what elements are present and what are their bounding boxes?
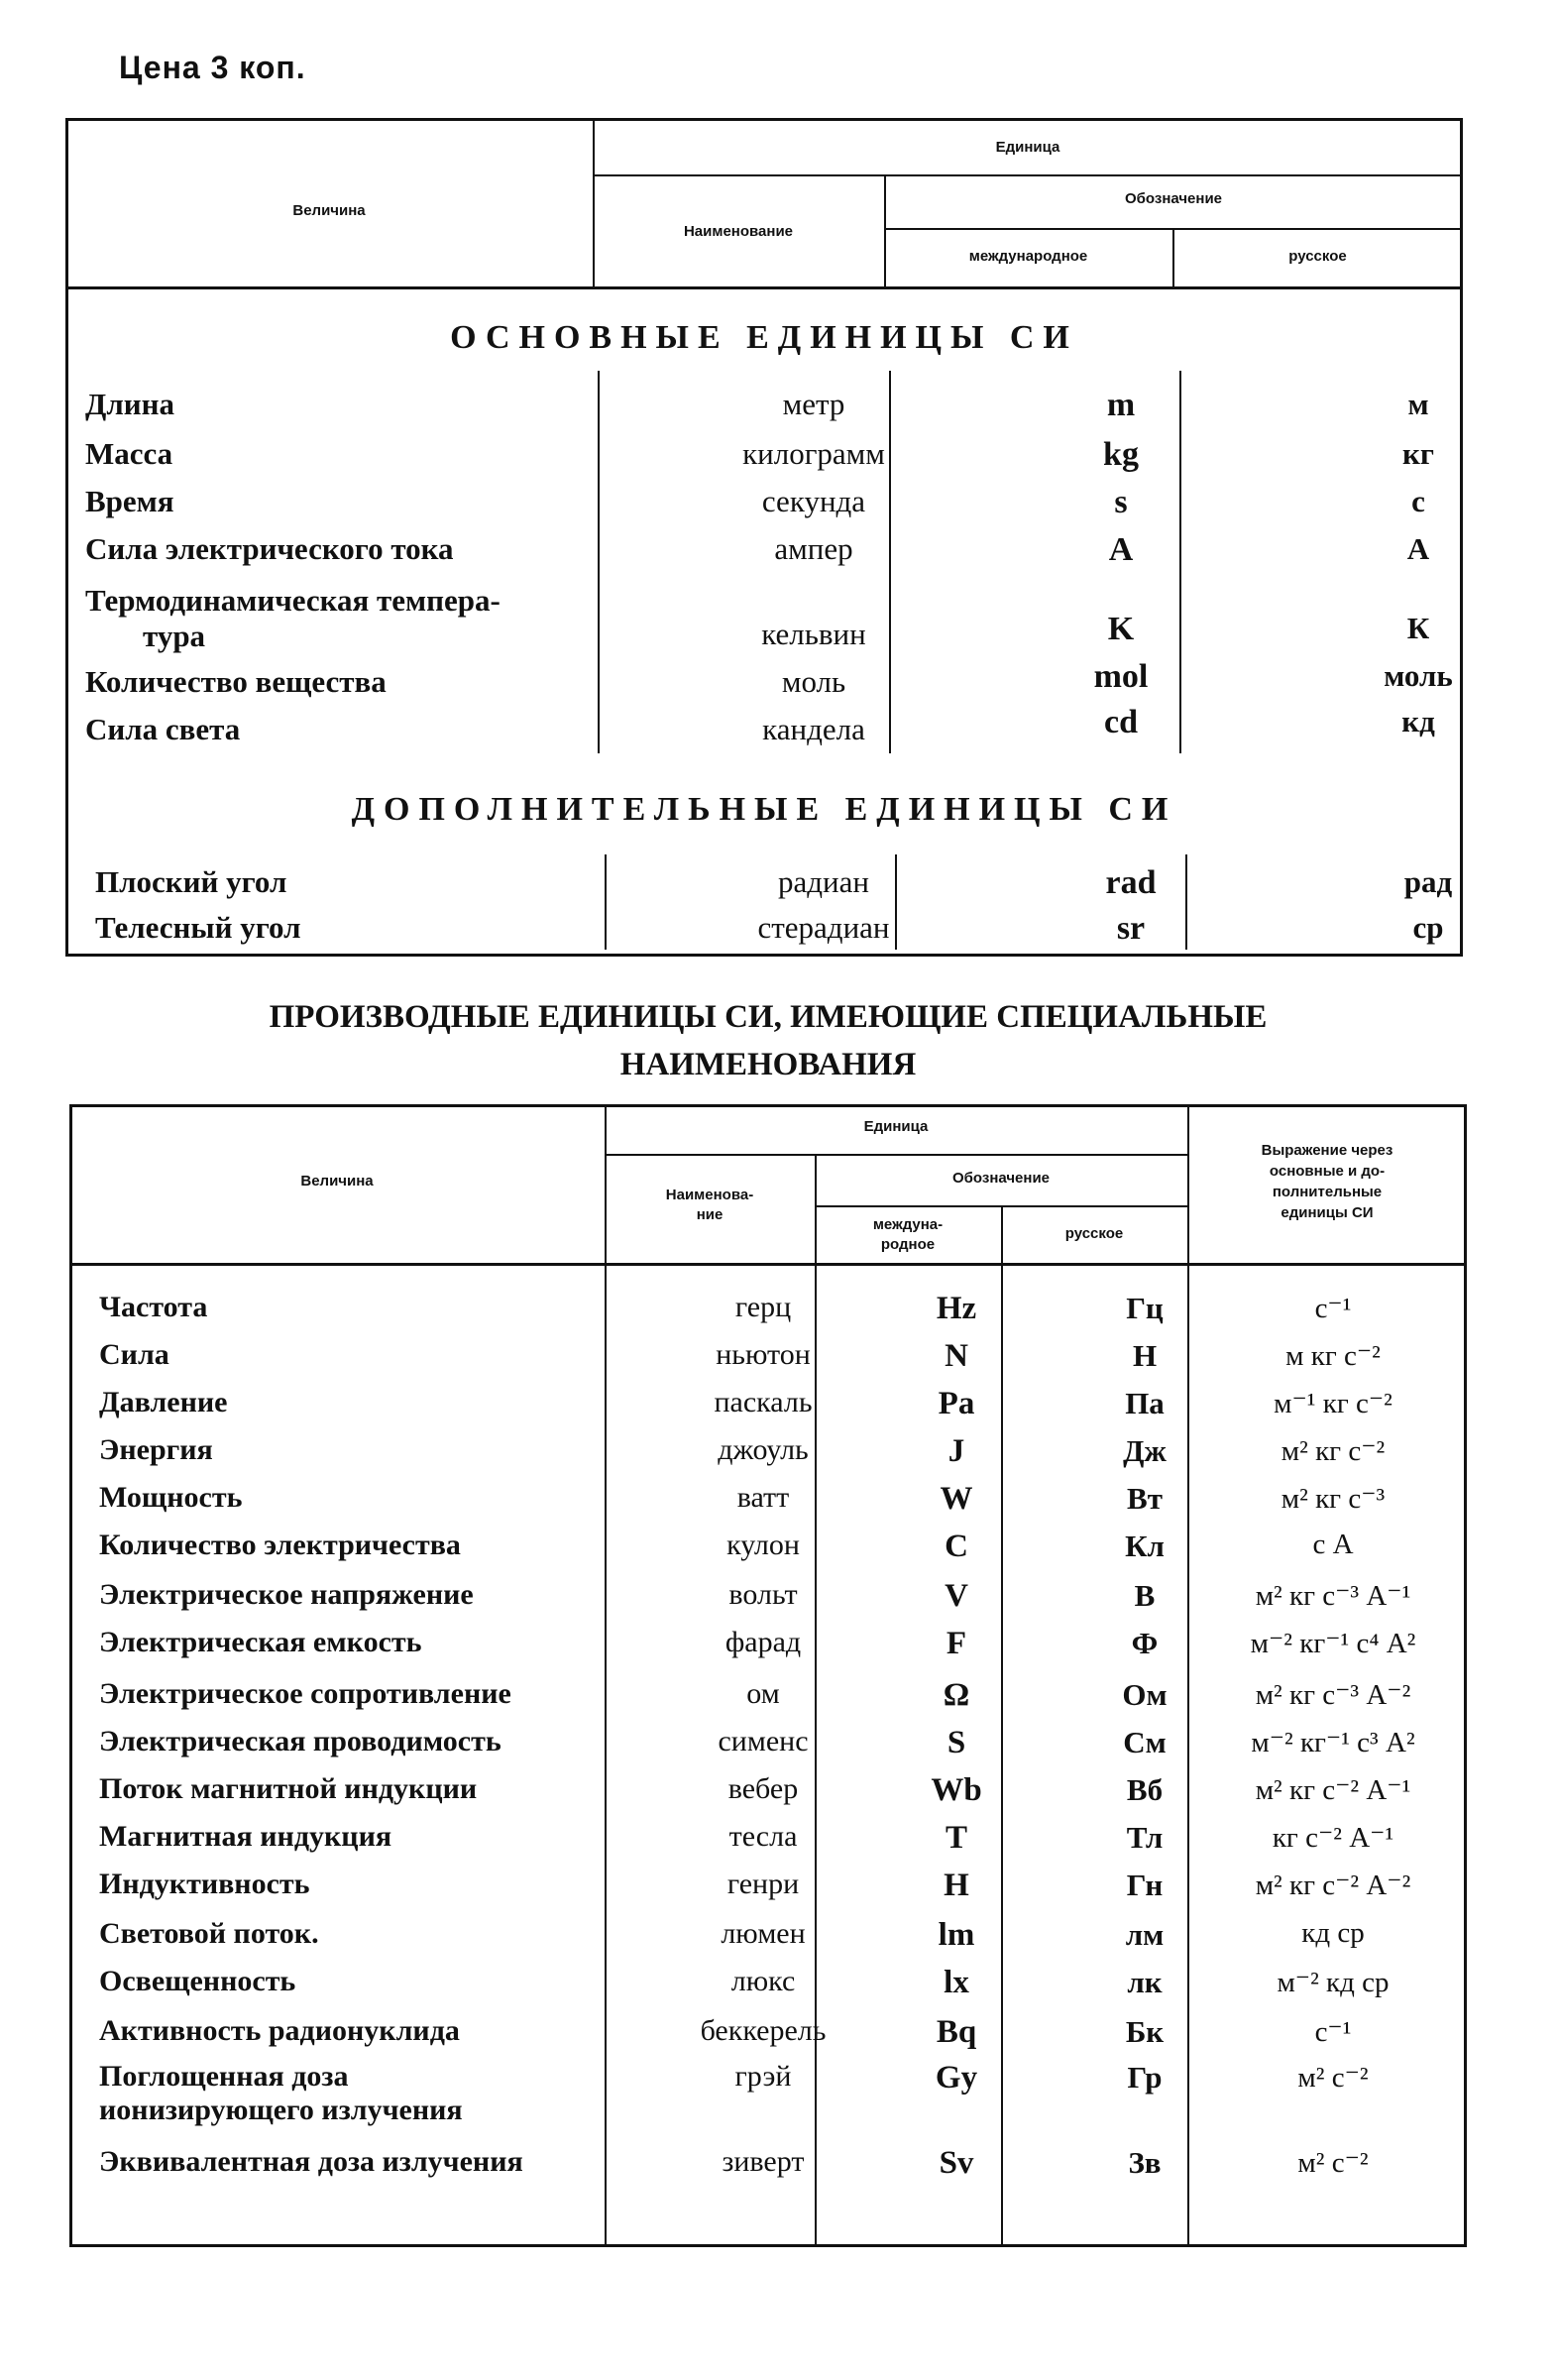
unit-name-cell: зиверт bbox=[722, 2145, 805, 2178]
divider bbox=[593, 174, 1463, 176]
russian-symbol-cell: Ф bbox=[1131, 1626, 1159, 1660]
russian-symbol-cell: Па bbox=[1125, 1386, 1165, 1420]
divider bbox=[65, 286, 1463, 289]
unit-name-cell: сименс bbox=[718, 1725, 809, 1757]
header-line: основные и до- bbox=[1269, 1163, 1386, 1180]
header-name: Наименование bbox=[683, 223, 794, 240]
russian-symbol-cell: моль bbox=[1384, 658, 1453, 693]
international-symbol-cell: J bbox=[947, 1433, 965, 1469]
quantity-cell: Плоский угол bbox=[95, 864, 287, 899]
international-symbol-cell: Ω bbox=[943, 1677, 970, 1713]
russian-symbol-cell: кд bbox=[1401, 704, 1435, 738]
header-name bbox=[605, 1186, 815, 1225]
expression-cell: м² кг с⁻² А⁻¹ bbox=[1255, 1774, 1411, 1806]
unit-name-cell: кандела bbox=[762, 712, 865, 746]
header-quantity: Величина bbox=[292, 202, 366, 219]
expression-cell: м² с⁻² bbox=[1297, 2147, 1369, 2179]
russian-symbol-cell: с bbox=[1411, 484, 1425, 518]
international-symbol-cell: N bbox=[945, 1338, 968, 1374]
header-international: международное bbox=[968, 248, 1088, 265]
unit-name-cell: килограмм bbox=[742, 436, 885, 471]
header-expression bbox=[1187, 1140, 1467, 1223]
unit-name-cell: кельвин bbox=[761, 617, 866, 651]
header-designation: Обозначение bbox=[951, 1170, 1051, 1187]
expression-cell: м² кг с⁻³ А⁻¹ bbox=[1255, 1580, 1411, 1612]
header-line: полнительные bbox=[1272, 1184, 1383, 1200]
quantity-line: Поглощенная доза bbox=[99, 2060, 349, 2093]
unit-name-cell: стерадиан bbox=[757, 910, 890, 945]
expression-cell: м⁻¹ кг с⁻² bbox=[1274, 1388, 1392, 1419]
quantity-cell: Активность радионуклида bbox=[99, 2014, 460, 2047]
russian-symbol-cell: Гн bbox=[1126, 1868, 1164, 1902]
unit-name-cell: вольт bbox=[728, 1578, 798, 1611]
international-symbol-cell: lm bbox=[938, 1917, 975, 1953]
unit-name-cell: ампер bbox=[774, 531, 853, 566]
header-line: единицы СИ bbox=[1281, 1204, 1374, 1221]
russian-symbol-cell: Н bbox=[1132, 1338, 1158, 1373]
quantity-cell: Электрическое сопротивление bbox=[99, 1677, 511, 1710]
russian-symbol-cell: Кл bbox=[1125, 1529, 1165, 1563]
quantity-cell: Электрическая емкость bbox=[99, 1626, 422, 1658]
expression-cell: с⁻¹ bbox=[1314, 2016, 1352, 2048]
header-line: междуна- bbox=[872, 1216, 944, 1233]
international-symbol-cell: mol bbox=[1093, 658, 1149, 695]
section-title-supplementary: ДОПОЛНИТЕЛЬНЫЕ ЕДИНИЦЫ СИ bbox=[351, 791, 1177, 828]
international-symbol-cell: Gy bbox=[935, 2060, 978, 2096]
international-symbol-cell: Pa bbox=[938, 1386, 975, 1421]
quantity-cell bbox=[99, 2060, 614, 2127]
international-symbol-cell: Wb bbox=[931, 1772, 982, 1808]
quantity-cell: Сила света bbox=[85, 712, 241, 746]
russian-symbol-cell: К bbox=[1406, 611, 1430, 645]
expression-cell: м⁻² кг⁻¹ с³ А² bbox=[1251, 1727, 1415, 1758]
unit-name-cell: радиан bbox=[778, 864, 869, 899]
international-symbol-cell: lx bbox=[944, 1965, 969, 2000]
quantity-line: Термодинамическая темпера- bbox=[85, 583, 501, 618]
international-symbol-cell: s bbox=[1114, 484, 1128, 520]
header-international bbox=[815, 1215, 1001, 1255]
russian-symbol-cell: В bbox=[1134, 1578, 1156, 1613]
international-symbol-cell: cd bbox=[1104, 704, 1138, 740]
international-symbol-cell: Bq bbox=[936, 2014, 977, 2050]
divider bbox=[69, 1263, 1467, 1266]
unit-name-cell: метр bbox=[782, 387, 845, 421]
international-symbol-cell: W bbox=[940, 1481, 973, 1517]
unit-name-cell: вебер bbox=[727, 1772, 799, 1805]
quantity-cell: Индуктивность bbox=[99, 1868, 310, 1900]
unit-name-cell: ватт bbox=[736, 1481, 790, 1514]
russian-symbol-cell: Тл bbox=[1126, 1820, 1164, 1855]
section-title-derived bbox=[198, 993, 1338, 1088]
quantity-cell: Энергия bbox=[99, 1433, 213, 1466]
header-unit: Единица bbox=[863, 1118, 929, 1135]
russian-symbol-cell: Ом bbox=[1122, 1677, 1168, 1712]
quantity-cell: Эквивалентная доза излучения bbox=[99, 2145, 523, 2178]
price-label: Цена 3 коп. bbox=[119, 50, 306, 85]
russian-symbol-cell: Вб bbox=[1126, 1772, 1164, 1807]
quantity-cell: Частота bbox=[99, 1291, 208, 1323]
international-symbol-cell: V bbox=[945, 1578, 968, 1614]
quantity-cell: Мощность bbox=[99, 1481, 243, 1514]
unit-name-cell: кулон bbox=[726, 1529, 800, 1561]
unit-name-cell: люкс bbox=[730, 1965, 796, 1997]
expression-cell: м кг с⁻² bbox=[1285, 1340, 1381, 1372]
quantity-cell: Электрическое напряжение bbox=[99, 1578, 474, 1611]
quantity-line: ионизирующего излучения bbox=[99, 2094, 463, 2126]
section-title-line: НАИМЕНОВАНИЯ bbox=[619, 1047, 917, 1082]
unit-name-cell: беккерель bbox=[700, 2014, 827, 2047]
unit-name-cell: тесла bbox=[728, 1820, 798, 1853]
quantity-cell: Световой поток. bbox=[99, 1917, 319, 1950]
unit-name-cell: джоуль bbox=[718, 1433, 809, 1466]
russian-symbol-cell: кг bbox=[1402, 436, 1434, 471]
unit-name-cell: паскаль bbox=[714, 1386, 813, 1418]
header-quantity: Величина bbox=[300, 1173, 374, 1190]
russian-symbol-cell: Гр bbox=[1127, 2060, 1163, 2095]
expression-cell: м⁻² кд ср bbox=[1277, 1967, 1390, 1998]
header-line: ние bbox=[696, 1206, 724, 1223]
section-title-base: ОСНОВНЫЕ ЕДИНИЦЫ СИ bbox=[450, 319, 1078, 356]
quantity-cell: Количество вещества bbox=[85, 664, 387, 699]
russian-symbol-cell: Вт bbox=[1127, 1481, 1163, 1516]
section-title-line: ПРОИЗВОДНЫЕ ЕДИНИЦЫ СИ, ИМЕЮЩИЕ СПЕЦИАЛЬНЫЕ bbox=[269, 999, 1268, 1035]
international-symbol-cell: S bbox=[947, 1725, 966, 1760]
international-symbol-cell: Sv bbox=[939, 2145, 974, 2181]
quantity-cell: Магнитная индукция bbox=[99, 1820, 392, 1853]
expression-cell: м² кг с⁻² bbox=[1281, 1435, 1386, 1467]
expression-cell: м² кг с⁻³ А⁻² bbox=[1255, 1679, 1411, 1711]
international-symbol-cell: sr bbox=[1116, 910, 1146, 947]
quantity-cell: Масса bbox=[85, 436, 173, 471]
unit-name-cell: ньютон bbox=[716, 1338, 811, 1371]
quantity-cell: Давление bbox=[99, 1386, 228, 1418]
header-russian: русское bbox=[1288, 248, 1347, 265]
header-line: Наименова- bbox=[665, 1187, 754, 1203]
russian-symbol-cell: ср bbox=[1412, 910, 1444, 945]
unit-name-cell: моль bbox=[781, 664, 846, 699]
russian-symbol-cell: А bbox=[1406, 531, 1430, 566]
expression-cell: м² кг с⁻³ bbox=[1281, 1483, 1386, 1515]
quantity-cell: Электрическая проводимость bbox=[99, 1725, 501, 1757]
header-line: родное bbox=[880, 1236, 936, 1253]
quantity-cell: Телесный угол bbox=[95, 910, 301, 945]
russian-symbol-cell: лк bbox=[1127, 1965, 1163, 1999]
header-designation: Обозначение bbox=[1124, 190, 1223, 207]
russian-symbol-cell: Гц bbox=[1126, 1291, 1164, 1325]
quantity-cell: Длина bbox=[85, 387, 174, 421]
international-symbol-cell: kg bbox=[1103, 436, 1139, 473]
expression-cell: с⁻¹ bbox=[1314, 1293, 1352, 1324]
expression-cell: м² кг с⁻² А⁻² bbox=[1255, 1870, 1411, 1901]
international-symbol-cell: T bbox=[945, 1820, 967, 1856]
unit-name-cell: генри bbox=[726, 1868, 800, 1900]
russian-symbol-cell: См bbox=[1123, 1725, 1167, 1759]
russian-symbol-cell: Бк bbox=[1125, 2014, 1165, 2049]
divider bbox=[605, 1154, 1187, 1156]
quantity-cell: Поток магнитной индукции bbox=[99, 1772, 478, 1805]
header-line: Выражение через bbox=[1261, 1142, 1393, 1159]
international-symbol-cell: m bbox=[1106, 387, 1136, 423]
russian-symbol-cell: м bbox=[1407, 387, 1429, 421]
international-symbol-cell: C bbox=[945, 1529, 968, 1564]
international-symbol-cell: H bbox=[944, 1868, 969, 1903]
international-symbol-cell: Hz bbox=[936, 1291, 977, 1326]
expression-cell: кг с⁻² А⁻¹ bbox=[1272, 1822, 1394, 1854]
russian-symbol-cell: рад bbox=[1403, 864, 1453, 899]
russian-symbol-cell: Дж bbox=[1123, 1433, 1167, 1468]
quantity-cell: Количество электричества bbox=[99, 1529, 461, 1561]
quantity-cell: Сила bbox=[99, 1338, 169, 1371]
header-russian: русское bbox=[1064, 1225, 1124, 1242]
expression-cell: м² с⁻² bbox=[1297, 2062, 1369, 2094]
header-unit: Единица bbox=[995, 139, 1060, 156]
quantity-cell: Освещенность bbox=[99, 1965, 296, 1997]
expression-cell: м⁻² кг⁻¹ с⁴ А² bbox=[1250, 1628, 1416, 1659]
unit-name-cell: люмен bbox=[721, 1917, 806, 1950]
unit-name-cell: грэй bbox=[734, 2060, 792, 2093]
international-symbol-cell: A bbox=[1108, 531, 1134, 568]
expression-cell: с А bbox=[1312, 1529, 1354, 1560]
expression-cell: кд ср bbox=[1301, 1917, 1365, 1949]
international-symbol-cell: F bbox=[946, 1626, 967, 1661]
unit-name-cell: ом bbox=[746, 1677, 780, 1710]
quantity-cell: Время bbox=[85, 484, 174, 518]
quantity-cell bbox=[85, 583, 601, 654]
unit-name-cell: герц bbox=[734, 1291, 792, 1323]
quantity-line: тура bbox=[143, 619, 206, 653]
russian-symbol-cell: лм bbox=[1125, 1917, 1165, 1952]
quantity-cell: Сила электрического тока bbox=[85, 531, 454, 566]
unit-name-cell: секунда bbox=[761, 484, 866, 518]
international-symbol-cell: K bbox=[1107, 611, 1135, 647]
unit-name-cell: фарад bbox=[724, 1626, 802, 1658]
international-symbol-cell: rad bbox=[1105, 864, 1157, 901]
russian-symbol-cell: Зв bbox=[1128, 2145, 1162, 2180]
